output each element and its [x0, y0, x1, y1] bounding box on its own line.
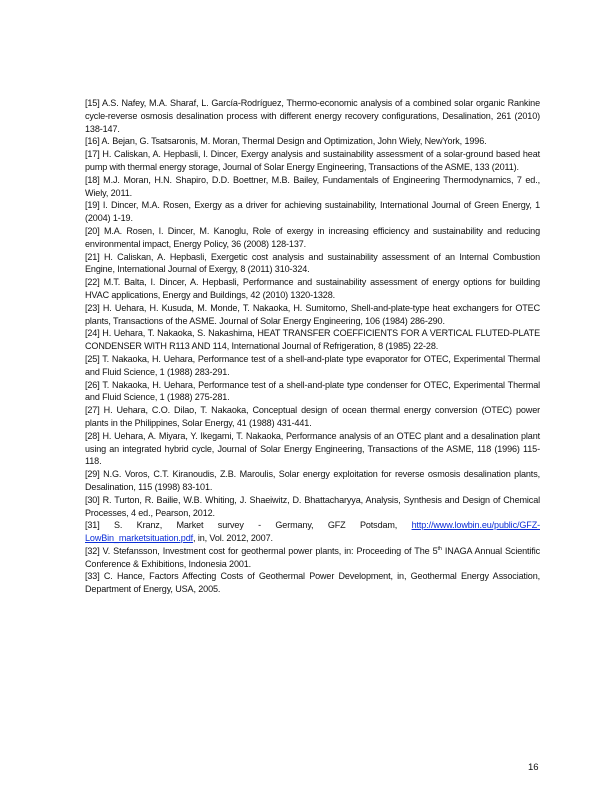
reference-15: [15] A.S. Nafey, M.A. Sharaf, L. García-Rodríguez, Thermo-economic analysis of a combined solar organic Rankine cycle-reverse osmosis desalination process with different energy recovery configurations, Desalination, 261 (2010) 138-147. [85, 98, 540, 134]
reference-18: [18] M.J. Moran, H.N. Shapiro, D.D. Boettner, M.B. Bailey, Fundamentals of Engineering Thermodynamics, 7 ed., Wiely, 2011. [85, 174, 540, 198]
ordinal-superscript: th [437, 545, 442, 552]
reference-20: [20] M.A. Rosen, I. Dincer, M. Kanoglu, Role of exergy in increasing efficiency and sustainability and reducing environmental impact, Energy Policy, 36 (2008) 128-137. [85, 225, 540, 249]
reference-28: [28] H. Uehara, A. Miyara, Y. Ikegami, T. Nakaoka, Performance analysis of an OTEC plant and a desalination plant using an integrated hybrid cycle, Journal of Solar Energy Engineering, Transactions of the ASME, 118 (1996) 115-118. [85, 430, 540, 467]
reference-31 [85, 519, 540, 545]
reference-16: [16] A. Bejan, G. Tsatsaronis, M. Moran, Thermal Design and Optimization, John Wiely, NewYork, 1996. [85, 136, 487, 147]
reference-list [85, 97, 540, 596]
reference-32-text: [32] V. Stefansson, Investment cost for geothermal power plants, in: Proceeding of The 5 [85, 545, 438, 556]
reference-30: [30] R. Turton, R. Bailie, W.B. Whiting, J. Shaeiwitz, D. Bhattacharyya, Analysis, Synthesis and Design of Chemical Processes, 4 ed., Pearson, 2012. [85, 494, 540, 518]
reference-31-text-end: , in, Vol. 2012, 2007. [193, 533, 273, 544]
reference-26: [26] T. Nakaoka, H. Uehara, Performance test of a shell-and-plate type condenser for OTEC, Experimental Thermal and Fluid Science, 1 (1988) 275-281. [85, 379, 540, 403]
reference-31-link[interactable]: http://www.lowbin.eu/public/GFZ-LowBin_marketsituation.pdf [85, 520, 540, 544]
reference-19: [19] I. Dincer, M.A. Rosen, Exergy as a driver for achieving sustainability, International Journal of Green Energy, 1 (2004) 1-19. [85, 200, 540, 224]
page-number: 16 [528, 762, 539, 773]
reference-22: [22] M.T. Balta, I. Dincer, A. Hepbasli, Performance and sustainability assessment of energy options for building HVAC applications, Energy and Buildings, 42 (2010) 1320-1328. [85, 277, 540, 300]
reference-27: [27] H. Uehara, C.O. Dilao, T. Nakaoka, Conceptual design of ocean thermal energy conversion (OTEC) power plants in the Philippines, Solar Energy, 41 (1988) 431-441. [85, 405, 540, 428]
reference-32 [85, 545, 540, 571]
reference-31-text: [31] S. Kranz, Market survey - Germany, GFZ Potsdam, [85, 520, 412, 531]
reference-21: [21] H. Caliskan, A. Hepbasli, Exergetic cost analysis and sustainability assessment of an Internal Combustion Engine, International Journal of Exergy, 8 (2011) 310-324. [85, 251, 540, 275]
reference-17: [17] H. Caliskan, A. Hepbasli, I. Dincer, Exergy analysis and sustainability assessment of a solar-ground based heat pump with thermal energy storage, Journal of Solar Energy Engineering, Transactions of the ASME, 133 (2011). [85, 149, 540, 172]
reference-24: [24] H. Uehara, T. Nakaoka, S. Nakashima, HEAT TRANSFER COEFFICIENTS FOR A VERTICAL FLUTED-PLATE CONDENSER WITH R113 AND 114, International Journal of Refrigeration, 8 (1985) 22-28. [85, 328, 540, 352]
reference-25: [25] T. Nakaoka, H. Uehara, Performance test of a shell-and-plate type evaporator for OTEC, Experimental Thermal and Fluid Science, 1 (1988) 283-291. [85, 353, 540, 377]
reference-33: [33] C. Hance, Factors Affecting Costs of Geothermal Power Development, in, Geothermal Energy Association, Department of Energy, USA, 2005. [85, 571, 540, 595]
reference-23: [23] H. Uehara, H. Kusuda, M. Monde, T. Nakaoka, H. Sumitomo, Shell-and-plate-type heat exchangers for OTEC plants, Transactions of the ASME. Journal of Solar Energy Engineering, 106 (1984) 286-290. [85, 302, 540, 326]
reference-29: [29] N.G. Voros, C.T. Kiranoudis, Z.B. Maroulis, Solar energy exploitation for reverse osmosis desalination plants, Desalination, 115 (1998) 83-101. [85, 469, 540, 492]
reference-32-text-end: INAGA Annual Scientific Conference & Exhibitions, Indonesia 2001. [85, 545, 541, 569]
